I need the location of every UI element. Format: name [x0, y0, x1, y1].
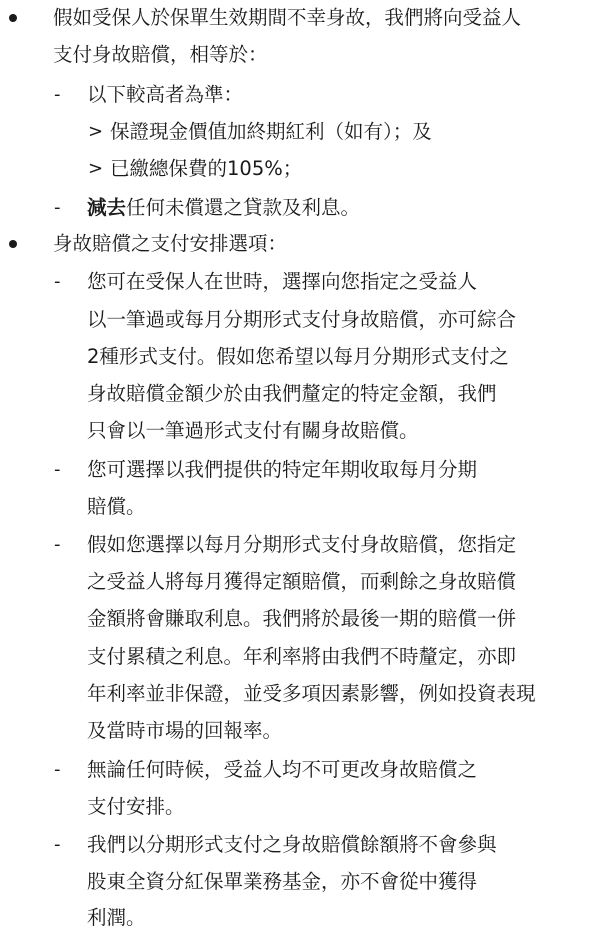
dash-marker: -: [54, 834, 61, 855]
subitem-2-2-line-1: 您可選擇以我們提供的特定年期收取每月分期: [87, 458, 478, 481]
subitem-1-2-line-1: [87, 191, 360, 225]
bullet-1: [9, 14, 17, 22]
subitem-2-3-line-5: 年利率並非保證，並受多項因素影響，例如投資表現: [87, 682, 536, 705]
subitem-2-1-line-1: 您可在受保人在世時，選擇向您指定之受益人: [87, 270, 478, 293]
dash-marker: -: [54, 759, 61, 780]
subitem-2-3-line-4: 支付累積之利息。年利率將由我們不時釐定，亦即: [87, 645, 517, 668]
bold-prefix: 減去: [87, 196, 127, 219]
dash-marker: -: [54, 271, 61, 292]
subitem-1-1-line-1: 以下較高者為準：: [87, 83, 244, 106]
arrow-item-1: 保證現金價值加終期紅利（如有）；及: [110, 120, 432, 143]
arrow-marker: >: [88, 121, 104, 142]
dash-marker: -: [54, 534, 61, 555]
dash-marker: -: [54, 197, 61, 218]
subitem-1-2-text: 任何未償還之貸款及利息。: [126, 196, 361, 219]
subitem-2-1-line-5: 只會以一筆過形式支付有關身故賠償。: [87, 419, 419, 442]
subitem-2-5-line-2: 股東全資分紅保單業務基金，亦不會從中獲得: [87, 870, 478, 893]
subitem-2-4-line-2: 支付安排。: [87, 795, 185, 818]
bullet-2: [9, 240, 17, 248]
section-1-line-1: 假如受保人於保單生效期間不幸身故，我們將向受益人: [53, 6, 522, 29]
arrow-item-2: 已繳總保費的105%；: [110, 157, 303, 180]
dash-marker: -: [54, 459, 61, 480]
subitem-2-3-line-6: 及當時市場的回報率。: [87, 719, 283, 742]
subitem-2-5-line-1: 我們以分期形式支付之身故賠償餘額將不會參與: [87, 833, 497, 856]
subitem-2-5-line-3: 利潤。: [87, 906, 146, 929]
subitem-2-1-line-2: 以一筆過或每月分期形式支付身故賠償，亦可綜合: [87, 308, 517, 331]
arrow-marker: >: [88, 158, 104, 179]
subitem-2-1-line-3: 2種形式支付。假如您希望以每月分期形式支付之: [87, 345, 509, 368]
subitem-2-3-line-2: 之受益人將每月獲得定額賠償，而剩餘之身故賠償: [87, 570, 517, 593]
subitem-2-3-line-1: 假如您選擇以每月分期形式支付身故賠償，您指定: [87, 533, 517, 556]
dash-marker: -: [54, 84, 61, 105]
section-1-line-2: 支付身故賠償，相等於：: [53, 43, 268, 66]
section-2-line-1: 身故賠償之支付安排選項：: [53, 232, 288, 255]
subitem-2-1-line-4: 身故賠償金額少於由我們釐定的特定金額，我們: [87, 382, 497, 405]
subitem-2-2-line-2: 賠償。: [87, 495, 146, 518]
subitem-2-4-line-1: 無論任何時候，受益人均不可更改身故賠償之: [87, 758, 478, 781]
subitem-2-3-line-3: 金額將會賺取利息。我們將於最後一期的賠償一併: [87, 607, 517, 630]
